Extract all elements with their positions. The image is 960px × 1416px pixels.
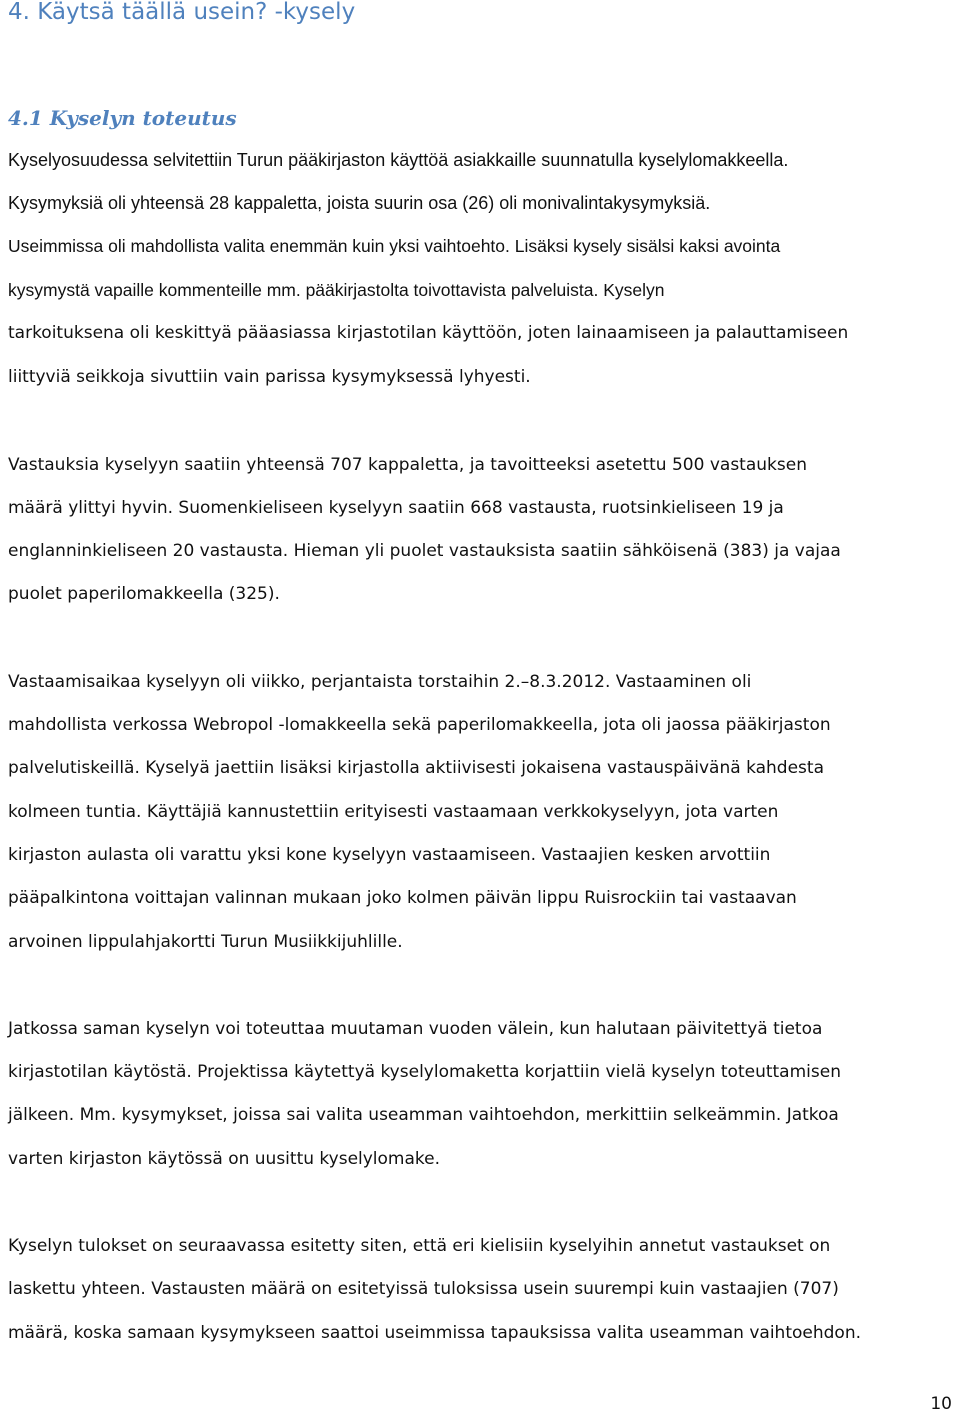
paragraph-line: Vastaamisaikaa kyselyyn oli viikko, perjantaista torstaihin 2.–8.3.2012. Vastaaminen oli xyxy=(8,672,752,692)
paragraph-line: määrä, koska samaan kysymykseen saattoi useimmissa tapauksissa valita useamman vaihtoehdon. xyxy=(8,1323,862,1343)
paragraph-line: kysymystä vapaille kommenteille mm. pääkirjastolta toivottavista palveluista. Kyselyn xyxy=(8,280,665,300)
paragraph-line: mahdollista verkossa Webropol -lomakkeella sekä paperilomakkeella, jota oli jaossa pääkirjaston xyxy=(8,715,831,735)
paragraph-line: jälkeen. Mm. kysymykset, joissa sai valita useamman vaihtoehdon, merkittiin selkeämmin. Jatkoa xyxy=(8,1105,839,1125)
paragraph-line: kolmeen tuntia. Käyttäjiä kannustettiin erityisesti vastaamaan verkkokyselyyn, jota varten xyxy=(8,802,779,822)
page-number: 10 xyxy=(930,1394,952,1414)
paragraph-line: kirjaston aulasta oli varattu yksi kone kyselyyn vastaamiseen. Vastaajien kesken arvottiin xyxy=(8,845,771,865)
paragraph-line: määrä ylittyi hyvin. Suomenkieliseen kyselyyn saatiin 668 vastausta, ruotsinkieliseen 19 ja xyxy=(8,498,784,518)
subsection-heading: 4.1 Kyselyn toteutus xyxy=(8,106,237,130)
paragraph-line: laskettu yhteen. Vastausten määrä on esitetyissä tuloksissa usein suurempi kuin vastaajien (707) xyxy=(8,1279,839,1299)
paragraph-line: arvoinen lippulahjakortti Turun Musiikkijuhlille. xyxy=(8,932,403,952)
paragraph-line: kirjastotilan käytöstä. Projektissa käytettyä kyselylomaketta korjattiin vielä kyselyn toteuttamisen xyxy=(8,1062,841,1082)
paragraph-line: puolet paperilomakkeella (325). xyxy=(8,584,280,604)
paragraph-line: Useimmissa oli mahdollista valita enemmän kuin yksi vaihtoehto. Lisäksi kysely sisälsi kaksi avointa xyxy=(8,236,781,256)
paragraph-line: Kyselyn tulokset on seuraavassa esitetty siten, että eri kielisiin kyselyihin annetut vastaukset on xyxy=(8,1236,831,1256)
paragraph-line: englanninkieliseen 20 vastausta. Hieman yli puolet vastauksista saatiin sähköisenä (383) ja vajaa xyxy=(8,541,841,561)
paragraph-line: Vastauksia kyselyyn saatiin yhteensä 707 kappaletta, ja tavoitteeksi asetettu 500 vastauksen xyxy=(8,455,807,475)
paragraph-line: varten kirjaston käytössä on uusittu kyselylomake. xyxy=(8,1149,441,1169)
paragraph-line: tarkoituksena oli keskittyä pääasiassa kirjastotilan käyttöön, joten lainaamiseen ja palauttamiseen xyxy=(8,323,849,343)
paragraph-line: Kysymyksiä oli yhteensä 28 kappaletta, joista suurin osa (26) oli monivalintakysymyksiä. xyxy=(8,193,711,213)
paragraph-line: palvelutiskeillä. Kyselyä jaettiin lisäksi kirjastolla aktiivisesti jokaisena vastauspäivänä kahdesta xyxy=(8,758,824,778)
paragraph-line: Jatkossa saman kyselyn voi toteuttaa muutaman vuoden välein, kun halutaan päivitettyä tietoa xyxy=(8,1019,823,1039)
paragraph-line: liittyviä seikkoja sivuttiin vain parissa kysymyksessä lyhyesti. xyxy=(8,367,531,387)
paragraph-line: Kyselyosuudessa selvitettiin Turun pääkirjaston käyttöä asiakkaille suunnatulla kyselylomakkeella. xyxy=(8,150,789,170)
paragraph-line: pääpalkintona voittajan valinnan mukaan joko kolmen päivän lippu Ruisrockiin tai vastaavan xyxy=(8,888,797,908)
section-heading: 4. Käytsä täällä usein? -kysely xyxy=(8,0,356,25)
